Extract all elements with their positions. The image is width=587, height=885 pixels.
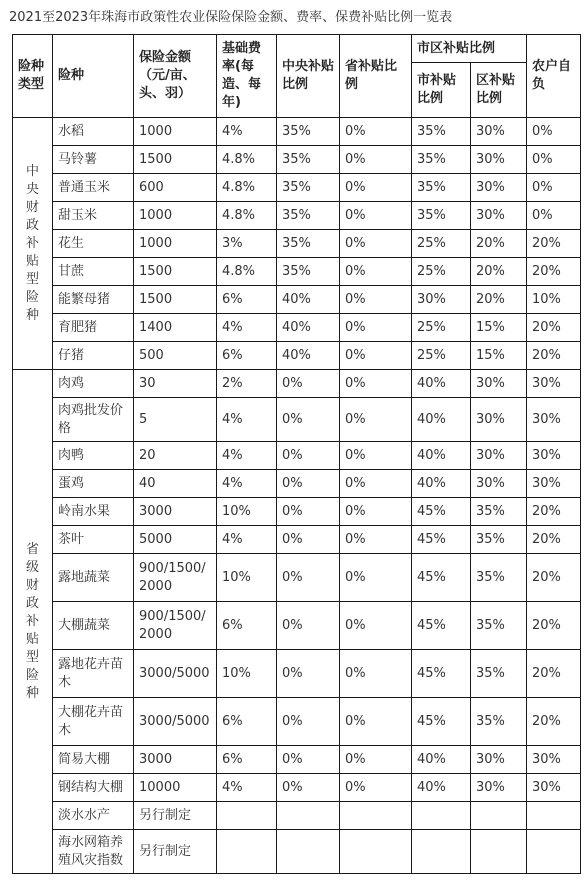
cell-type: 水稻 [53,118,134,146]
header-city: 市补贴比例 [412,63,471,118]
cell-rate: 4.8% [217,258,277,286]
cell-central: 35% [277,202,340,230]
table-row [13,230,581,258]
cell-farmer: 0% [527,202,581,230]
cell-amount: 5000 [134,526,217,554]
cell-rate: 4% [217,470,277,498]
cell-central: 35% [277,258,340,286]
cell-district: 20% [471,230,527,258]
cell-amount: 3000/5000 [134,650,217,698]
cell-amount: 1500 [134,258,217,286]
cell-amount: 1500 [134,286,217,314]
cell-city: 35% [412,118,471,146]
cell-farmer: 30% [527,746,581,774]
cell-district: 35% [471,698,527,746]
cell-farmer: 20% [527,602,581,650]
cell-district: 30% [471,746,527,774]
cell-central: 35% [277,118,340,146]
cell-type: 淡水水产 [53,802,134,830]
header-farmer: 农户自负 [527,35,581,118]
cell-district: 15% [471,342,527,370]
cell-amount: 3000 [134,746,217,774]
cell-type: 肉鸭 [53,442,134,470]
cell-amount: 900/1500/2000 [134,602,217,650]
header-rate: 基础费率(每造、每年) [217,35,277,118]
cell-district: 15% [471,314,527,342]
cell-city: 45% [412,602,471,650]
cell-amount: 1000 [134,230,217,258]
cell-province: 0% [340,314,412,342]
cell-amount: 40 [134,470,217,498]
cell-province [340,830,412,874]
cell-city: 35% [412,202,471,230]
cell-amount: 1000 [134,202,217,230]
cell-province: 0% [340,442,412,470]
cell-farmer [527,802,581,830]
cell-farmer: 30% [527,774,581,802]
cell-amount: 20 [134,442,217,470]
cell-city: 35% [412,146,471,174]
cell-rate: 10% [217,498,277,526]
cell-province: 0% [340,230,412,258]
cell-rate: 4% [217,314,277,342]
cell-central: 35% [277,174,340,202]
cell-province: 0% [340,602,412,650]
cell-central: 40% [277,314,340,342]
table-row [13,442,581,470]
cell-farmer [527,830,581,874]
cell-district: 35% [471,554,527,602]
cell-district: 30% [471,774,527,802]
cell-farmer: 30% [527,398,581,442]
cell-city: 40% [412,774,471,802]
cell-city: 45% [412,650,471,698]
cell-rate: 6% [217,342,277,370]
cell-amount: 另行制定 [134,802,217,830]
cell-type: 露地花卉苗木 [53,650,134,698]
cell-amount: 3000/5000 [134,698,217,746]
cell-rate: 10% [217,554,277,602]
table-row [13,342,581,370]
cell-central: 0% [277,698,340,746]
cell-central: 40% [277,342,340,370]
cell-district: 35% [471,650,527,698]
cell-city: 45% [412,554,471,602]
cell-city [412,802,471,830]
table-row [13,118,581,146]
cell-central: 40% [277,286,340,314]
cell-district: 30% [471,470,527,498]
table-row [13,554,581,602]
table-row [13,370,581,398]
cell-province: 0% [340,202,412,230]
cell-farmer: 0% [527,146,581,174]
cell-city: 25% [412,258,471,286]
cell-rate: 4% [217,118,277,146]
cell-type: 普通玉米 [53,174,134,202]
cell-amount: 另行制定 [134,830,217,874]
cell-city: 40% [412,398,471,442]
cell-central [277,830,340,874]
cell-type: 露地蔬菜 [53,554,134,602]
cell-province: 0% [340,118,412,146]
cell-district: 35% [471,602,527,650]
cell-type: 海水网箱养殖风灾指数 [53,830,134,874]
cell-central: 0% [277,442,340,470]
cell-district: 30% [471,202,527,230]
cell-city: 35% [412,174,471,202]
table-row [13,146,581,174]
cell-rate: 3% [217,230,277,258]
cell-type: 大棚花卉苗木 [53,698,134,746]
header-district: 区补贴比例 [471,63,527,118]
page-title: 2021至2023年珠海市政策性农业保险保险金额、费率、保费补贴比例一览表 [9,10,453,25]
cell-district: 30% [471,146,527,174]
cell-province: 0% [340,650,412,698]
table-row [13,774,581,802]
cell-city: 30% [412,286,471,314]
cell-type: 能繁母猪 [53,286,134,314]
cell-amount: 5 [134,398,217,442]
cell-central: 0% [277,398,340,442]
header-type: 险种 [53,35,134,118]
cell-rate: 2% [217,370,277,398]
cell-amount: 1500 [134,146,217,174]
cell-type: 蛋鸡 [53,470,134,498]
cell-district: 20% [471,286,527,314]
cell-rate: 4% [217,526,277,554]
cell-city: 40% [412,370,471,398]
cell-rate: 6% [217,286,277,314]
cell-central [277,802,340,830]
header-district-group: 市区补贴比例 [412,35,527,63]
cell-type: 花生 [53,230,134,258]
table-row [13,698,581,746]
cell-central: 35% [277,146,340,174]
insurance-table [12,34,581,874]
cell-central: 0% [277,526,340,554]
cell-central: 0% [277,554,340,602]
cell-farmer: 20% [527,498,581,526]
table-row [13,602,581,650]
cell-province: 0% [340,498,412,526]
table-row [13,314,581,342]
table-row [13,746,581,774]
cell-farmer: 20% [527,230,581,258]
cell-amount: 10000 [134,774,217,802]
header-province: 省补贴比例 [340,35,412,118]
cell-province: 0% [340,258,412,286]
cell-district: 35% [471,498,527,526]
cell-rate: 4.8% [217,174,277,202]
cell-type: 育肥猪 [53,314,134,342]
cell-central: 0% [277,650,340,698]
cell-amount: 900/1500/2000 [134,554,217,602]
cell-type: 茶叶 [53,526,134,554]
cell-city: 45% [412,698,471,746]
cell-type: 肉鸡批发价格 [53,398,134,442]
cell-province: 0% [340,174,412,202]
cell-farmer: 30% [527,442,581,470]
cell-city: 25% [412,230,471,258]
cell-city [412,830,471,874]
cell-rate [217,830,277,874]
cell-city: 40% [412,470,471,498]
cell-district: 30% [471,118,527,146]
cell-rate: 4% [217,398,277,442]
cell-district: 30% [471,370,527,398]
cell-province: 0% [340,146,412,174]
table-row [13,286,581,314]
cell-amount: 1000 [134,118,217,146]
cell-central: 0% [277,498,340,526]
cell-farmer: 0% [527,118,581,146]
cell-type: 马铃薯 [53,146,134,174]
cell-province: 0% [340,470,412,498]
cell-district: 30% [471,174,527,202]
table-row [13,802,581,830]
cell-city: 25% [412,314,471,342]
table-row [13,174,581,202]
cell-central: 0% [277,602,340,650]
cell-district: 30% [471,442,527,470]
cell-rate: 4% [217,774,277,802]
cell-province: 0% [340,286,412,314]
cell-rate: 10% [217,650,277,698]
cell-farmer: 20% [527,342,581,370]
cell-city: 45% [412,526,471,554]
cell-amount: 600 [134,174,217,202]
cell-city: 25% [412,342,471,370]
header-category: 险种类型 [13,35,53,118]
cell-rate [217,802,277,830]
cell-type: 岭南水果 [53,498,134,526]
cell-province [340,802,412,830]
cell-farmer: 20% [527,526,581,554]
cell-province: 0% [340,370,412,398]
cell-central: 0% [277,370,340,398]
cell-district: 35% [471,526,527,554]
cell-type: 钢结构大棚 [53,774,134,802]
header-amount: 保险金额（元/亩、头、羽） [134,35,217,118]
cell-district: 30% [471,398,527,442]
cell-province: 0% [340,698,412,746]
cell-central: 0% [277,746,340,774]
table-row [13,202,581,230]
cell-rate: 6% [217,698,277,746]
table-row [13,398,581,442]
cell-rate: 4.8% [217,146,277,174]
cell-farmer: 20% [527,258,581,286]
cell-farmer: 30% [527,470,581,498]
cell-type: 大棚蔬菜 [53,602,134,650]
cell-farmer: 0% [527,174,581,202]
table-row [13,470,581,498]
table-row [13,258,581,286]
cell-district: 20% [471,258,527,286]
table-row [13,526,581,554]
cell-farmer: 20% [527,698,581,746]
cell-central: 35% [277,230,340,258]
cell-province: 0% [340,774,412,802]
cell-rate: 6% [217,746,277,774]
cell-province: 0% [340,526,412,554]
cell-amount: 3000 [134,498,217,526]
cell-province: 0% [340,398,412,442]
cell-type: 甘蔗 [53,258,134,286]
category-cell: 中央财政补贴型险种 [13,118,53,370]
cell-farmer: 20% [527,554,581,602]
cell-rate: 6% [217,602,277,650]
cell-province: 0% [340,342,412,370]
cell-city: 40% [412,746,471,774]
category-cell: 省级财政补贴型险种 [13,370,53,874]
cell-district [471,830,527,874]
table-row [13,830,581,874]
cell-farmer: 20% [527,650,581,698]
cell-district [471,802,527,830]
cell-type: 甜玉米 [53,202,134,230]
table-row [13,498,581,526]
cell-central: 0% [277,774,340,802]
cell-farmer: 30% [527,370,581,398]
cell-city: 45% [412,498,471,526]
header-central: 中央补贴比例 [277,35,340,118]
cell-type: 仔猪 [53,342,134,370]
cell-type: 简易大棚 [53,746,134,774]
cell-amount: 1400 [134,314,217,342]
cell-province: 0% [340,554,412,602]
cell-rate: 4% [217,442,277,470]
cell-rate: 4.8% [217,202,277,230]
cell-amount: 500 [134,342,217,370]
cell-farmer: 10% [527,286,581,314]
cell-central: 0% [277,470,340,498]
table-row [13,650,581,698]
cell-farmer: 20% [527,314,581,342]
cell-amount: 30 [134,370,217,398]
cell-province: 0% [340,746,412,774]
cell-city: 40% [412,442,471,470]
cell-type: 肉鸡 [53,370,134,398]
